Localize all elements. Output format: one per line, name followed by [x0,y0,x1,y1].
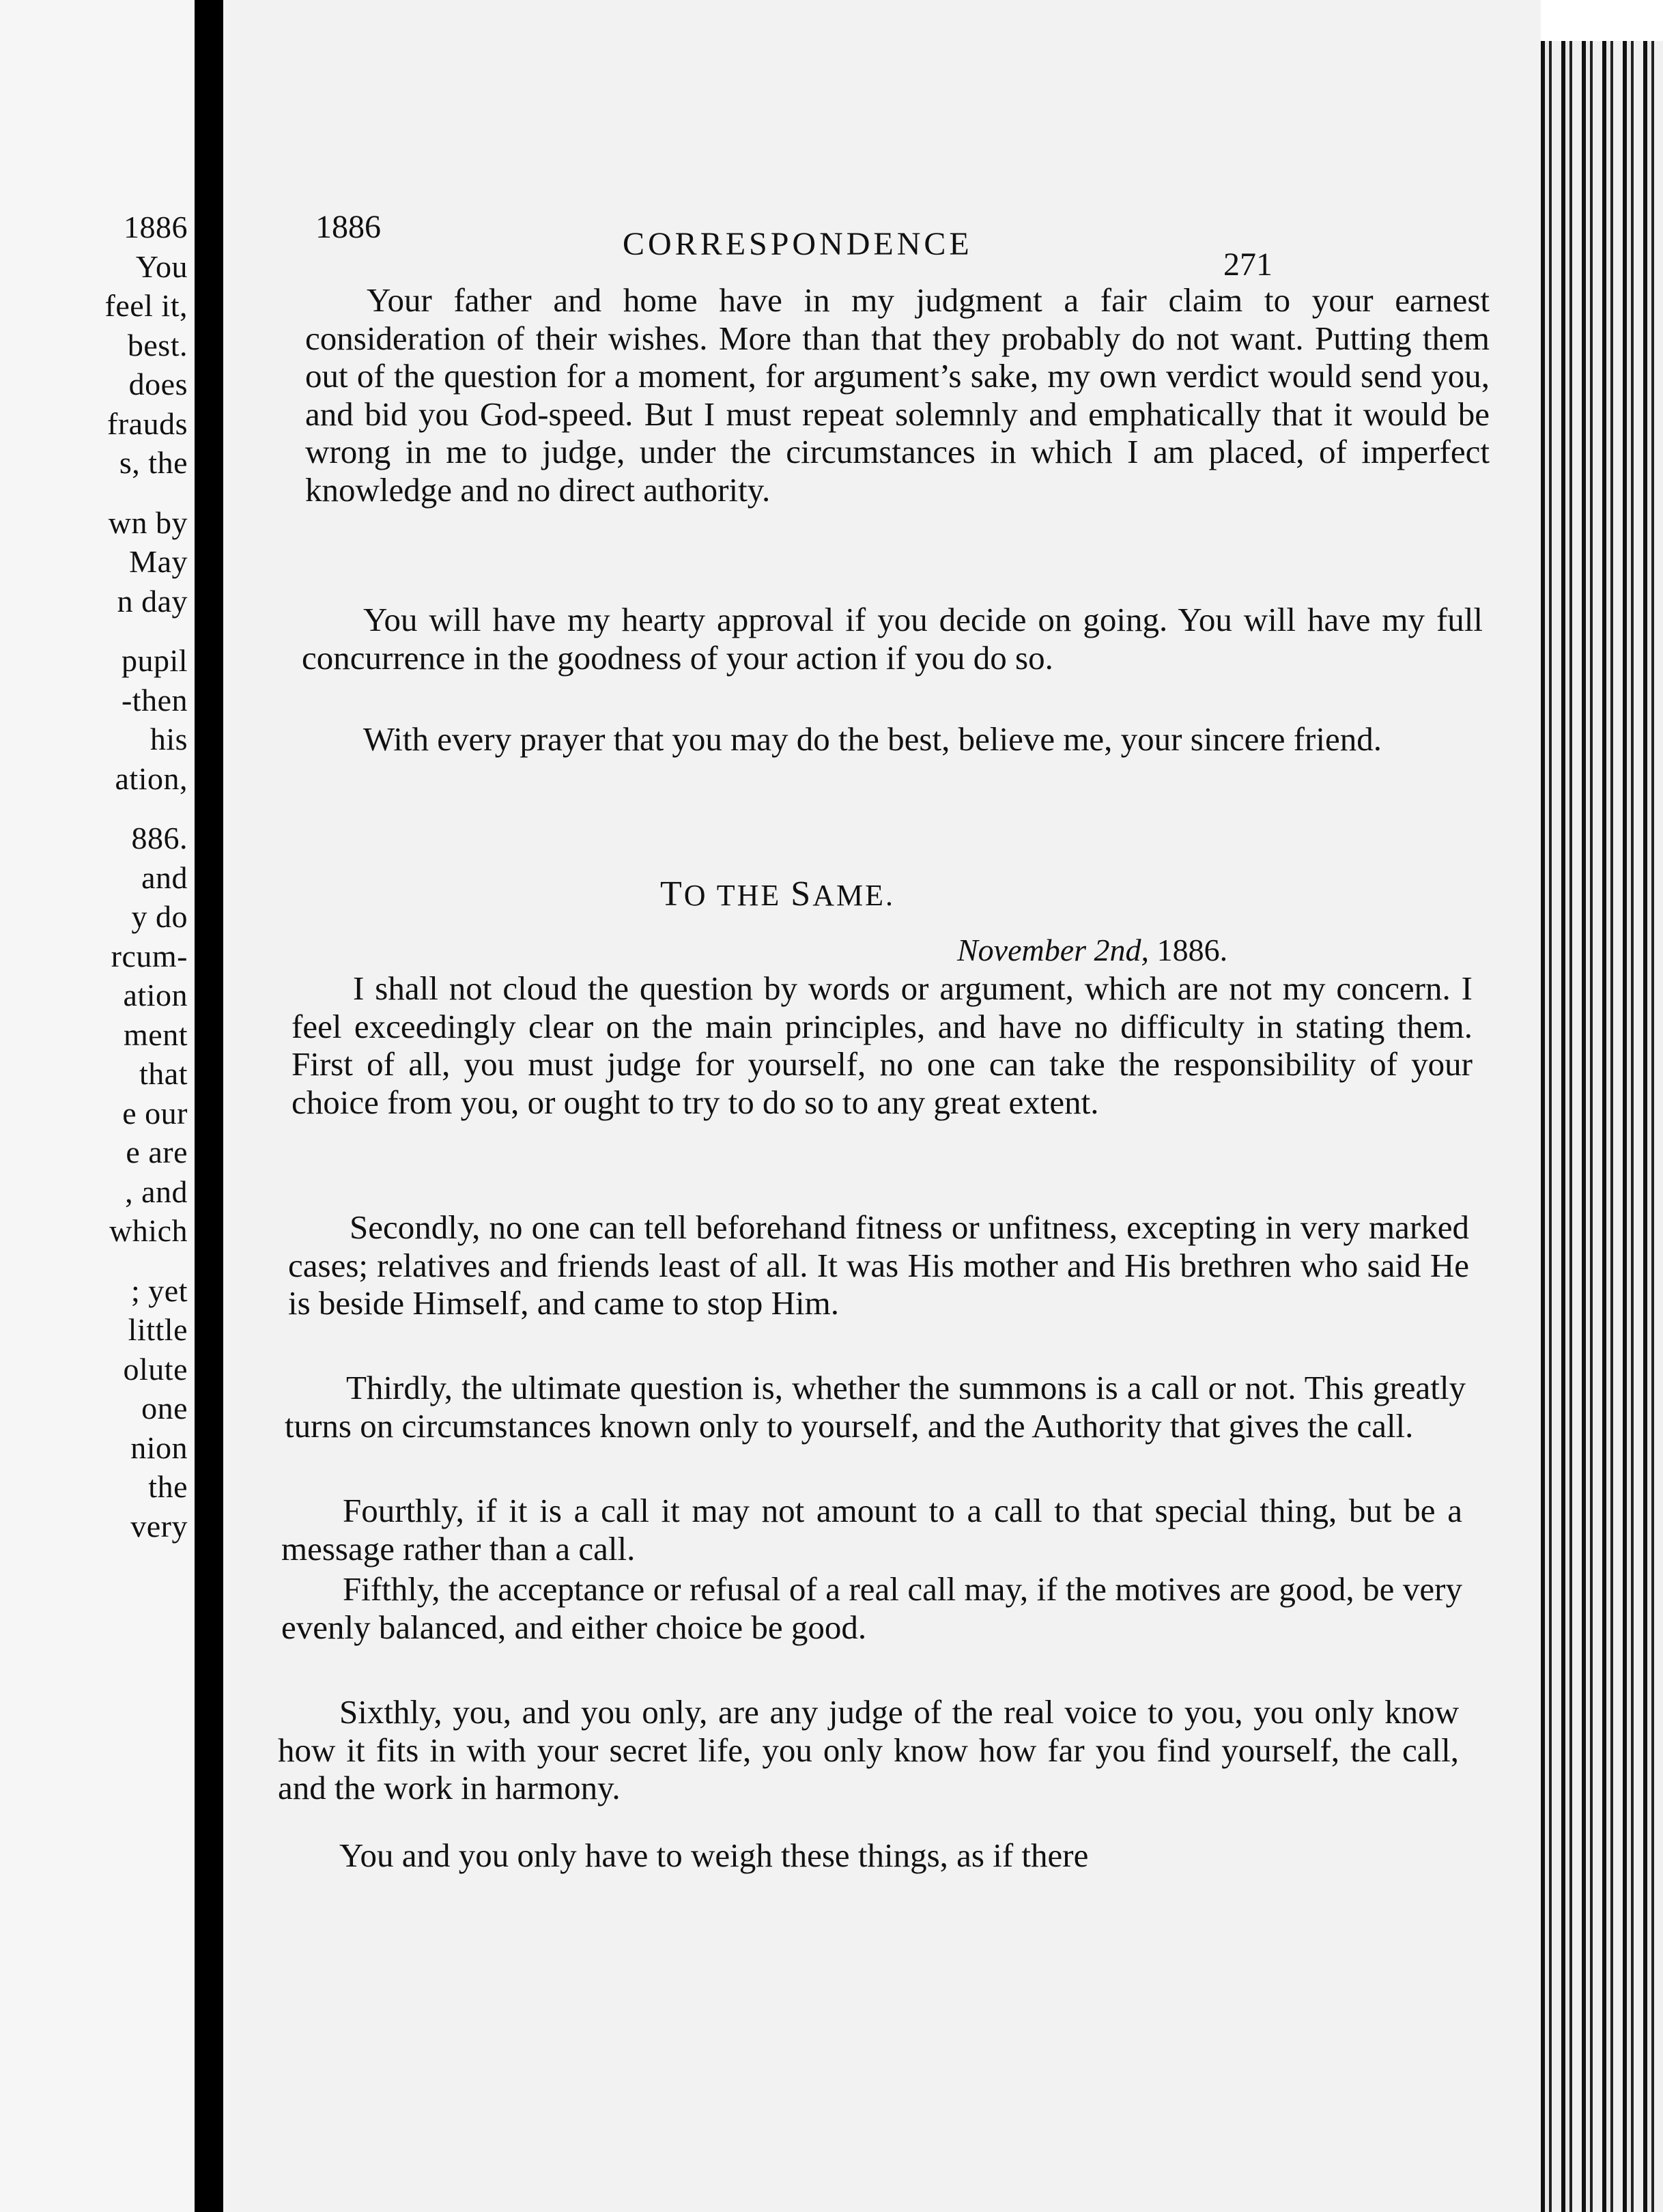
left-page-line: olute [123,1351,188,1387]
left-page-line: e our [122,1095,188,1131]
page-number: 271 [1223,246,1273,283]
running-header-year: 1886 [315,209,381,245]
left-page-line: rcum- [111,938,188,974]
letter-heading [660,874,895,914]
left-page-line: e are [126,1135,188,1169]
letter2-paragraph-2 [288,1208,1469,1322]
left-page-line: best. [127,327,188,363]
paragraph-text: Fourthly, if it is a call it may not amount to a call to that special thing, but be a message rather than a call. [281,1492,1462,1568]
running-header-title: CORRESPONDENCE [623,226,973,262]
heading-part: AME. [812,879,895,912]
left-page-line: and [141,860,188,895]
heading-initial: T [660,875,684,913]
left-page-line: n day [117,583,188,619]
paragraph-text: Sixthly, you, and you only, are any judge of the real voice to you, you only know how it fits in with your secret life, you only know how far you find yourself, the call, and the work in harmony. [278,1693,1459,1806]
date-year: 1886. [1156,933,1228,967]
left-page-line: frauds [107,406,188,441]
letter1-paragraph-2 [302,601,1483,677]
left-page-line: nion [130,1430,188,1465]
left-page-line: very [130,1508,188,1544]
left-page-line: 886. [131,821,188,855]
main-page [223,0,1541,2212]
book-gutter [195,0,223,2212]
letter2-paragraph-3 [285,1369,1466,1445]
heading-initial: S [791,875,813,913]
paragraph-text: You and you only have to weigh these things, as if there [339,1837,1089,1874]
left-page-line: one [141,1391,188,1426]
page-edges-top [1541,0,1663,41]
left-facing-page [0,0,195,2212]
left-page-line: pupil [121,643,188,678]
paragraph-text: I shall not cloud the question by words or argument, which are not my concern. I feel exceedingly clear on the main principles, and have no difficulty in stating them. First of all, you must judge for yourself, no one can take the responsibility of your choice from you, or ought to try to do so to any great extent. [292,969,1473,1121]
left-page-line: 1886 [124,210,188,244]
left-page-line: that [139,1056,188,1091]
left-page-line: does [128,367,188,401]
left-page-line: the [148,1469,188,1504]
left-page-line: May [129,544,188,579]
left-page-line: , and [125,1174,188,1209]
left-page-line: You [135,249,188,284]
letter2-paragraph-7 [278,1837,1459,1875]
heading-part: O THE [683,879,791,912]
paragraph-text: Secondly, no one can tell beforehand fitness or unfitness, excepting in very marked cases; relatives and friends least of all. It was His mother and His brethren who said He is beside Himself, and came to stop Him. [288,1208,1469,1322]
letter-date [957,932,1227,968]
left-page-line: feel it, [104,288,188,323]
paragraph-text: You will have my hearty approval if you decide on going. You will have my full concurrence in the goodness of your action if you do so. [302,601,1483,677]
left-page-line: wn by [108,505,188,540]
paragraph-text: Thirdly, the ultimate question is, whether the summons is a call or not. This greatly turns on circumstances known only to yourself, and the Authority that gives the call. [285,1369,1466,1445]
book-page-edges [1541,41,1663,2212]
date-text: November 2nd, [957,933,1150,967]
letter1-paragraph-3 [302,720,1483,758]
left-page-line: ation, [115,761,188,796]
left-page-line: s, the [119,445,188,480]
paragraph-text: With every prayer that you may do the best, believe me, your sincere friend. [363,720,1382,758]
letter2-paragraph-6 [278,1693,1459,1807]
letter2-paragraph-1 [292,969,1473,1121]
paragraph-text: Your father and home have in my judgment a fair claim to your earnest consideration of their wishes. More than that they probably do not want. Putting them out of the question for a moment, for argument’s sake, my own verdict would send you, and bid you God-speed. But I must repeat solemnly and emphatically that it would be wrong in me to judge, under the circumstances in which I am placed, of imperfect knowledge and no direct authority. [305,281,1490,509]
left-page-line: -then [121,682,188,718]
letter2-paragraph-4 [281,1492,1462,1568]
paragraph-text: Fifthly, the acceptance or refusal of a real call may, if the motives are good, be very evenly balanced, and either choice be good. [281,1570,1462,1646]
left-page-line: little [128,1312,188,1347]
left-page-line: his [150,722,188,756]
letter1-paragraph-1 [305,281,1490,509]
letter2-paragraph-5 [281,1570,1462,1646]
left-page-line: which [109,1213,188,1248]
left-page-line: y do [131,899,188,934]
left-page-line: ation [123,978,188,1012]
left-page-line: ment [124,1017,188,1052]
left-page-line: ; yet [131,1273,188,1308]
